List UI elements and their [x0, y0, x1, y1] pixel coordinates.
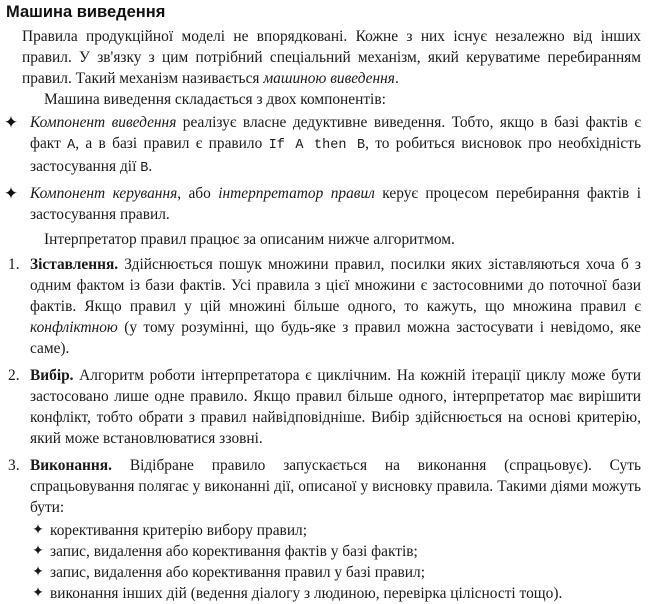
step-number: 3.	[8, 457, 20, 474]
action-text: запис, видалення або корективання фактів у базі фактів;	[50, 543, 418, 560]
list-item	[0, 254, 641, 359]
actions-list	[30, 520, 641, 604]
intro-end: .	[394, 70, 399, 87]
star-bullet-icon: ✦	[32, 586, 44, 601]
list-item	[0, 112, 641, 179]
step-text: Відібране правило запускається на виконання (спрацьовує). Суть спрацьовування полягає у виконанні дії, описаної у висновку правила. Такими діями можуть бути:	[30, 457, 641, 516]
intro-emphasis: машиною виведення	[263, 70, 395, 87]
list-item	[30, 583, 641, 604]
list-item	[0, 455, 641, 604]
step-number: 1.	[8, 256, 20, 273]
action-text: запис, видалення або корективання правил у базі правил;	[50, 564, 425, 581]
step-number: 2.	[8, 367, 20, 384]
bullet-text: , а в базі правил є правило	[75, 135, 269, 152]
step-title: Зіставлення.	[30, 256, 119, 273]
step-title: Виконання.	[30, 457, 112, 474]
star-bullet-icon: ✦	[32, 523, 44, 538]
action-text: виконання інших дій (ведення діалогу з людиною, перевірка цілісності тощо).	[50, 585, 563, 602]
term-inference-component: Компонент виведення	[30, 114, 177, 131]
code-token: If A then B	[268, 138, 366, 153]
term-control-component: Компонент керування	[30, 185, 178, 202]
algorithm-steps	[8, 254, 641, 604]
list-item	[30, 562, 641, 583]
step-text: (у тому розумінні, що будь-яке з правил можна застосувати і невідомо, яке саме).	[30, 319, 641, 357]
term-conflicting: конфліктною	[30, 319, 118, 336]
term-rule-interpreter: інтерпретатор правил	[218, 185, 375, 202]
interpreter-intro: Інтерпретатор правил працює за описаним нижче алгоритмом.	[44, 231, 455, 248]
list-item	[0, 183, 641, 225]
bullet-text: , або	[177, 185, 219, 202]
star-bullet-icon: ✦	[32, 544, 44, 559]
intro-paragraph	[22, 26, 641, 89]
bullet-text: , то робиться висновок про необхідність застосування дії	[30, 135, 641, 175]
step-title: Вибір.	[30, 367, 74, 384]
intro-text: Правила продукційної моделі не впорядковані. Кожне з них існує незалежно від інших правил. У зв'язку з цим потрібний спеціальний механізм, який керуватиме перебиранням правил. Такий механізм називається	[22, 28, 641, 87]
star-bullet-icon: ✦	[3, 113, 19, 132]
section-heading: Машина виведення	[6, 3, 166, 21]
step-text: Алгоритм роботи інтерпретатора є циклічним. На кожній ітерації циклу може бути застосовано лише одне правило. Якщо правил більше одного, інтерпретатор має вирішити конфлікт, тобто обрати з правил найвідповідніше. Вибір здійснюється на основі критерію, який може встановлюватися ззовні.	[30, 367, 641, 447]
components-intro: Машина виведення складається з двох компонентів:	[44, 91, 386, 108]
bullet-text: реалізує власне дедуктивне виведення. Тобто, якщо в базі фактів є факт	[30, 114, 641, 152]
list-item	[0, 365, 641, 449]
bullet-text: керує процесом перебирання фактів і застосування правил.	[30, 185, 641, 223]
step-text: Здійснюється пошук множини правил, посилки яких зіставляються хоча б з одним фактом із бази фактів. Усі правила з цієї множини є застосовними до поточної бази фактів. Якщо правил у цій множині більше одного, то кажуть, що множина правил є	[30, 256, 641, 315]
action-text: корективання критерію вибору правил;	[50, 522, 308, 539]
list-item	[30, 541, 641, 562]
star-bullet-icon: ✦	[32, 565, 44, 580]
code-token: B	[140, 161, 149, 176]
components-list	[3, 112, 641, 225]
star-bullet-icon: ✦	[3, 184, 19, 203]
code-token: A	[67, 138, 76, 153]
list-item	[30, 520, 641, 541]
bullet-text: .	[148, 158, 153, 175]
